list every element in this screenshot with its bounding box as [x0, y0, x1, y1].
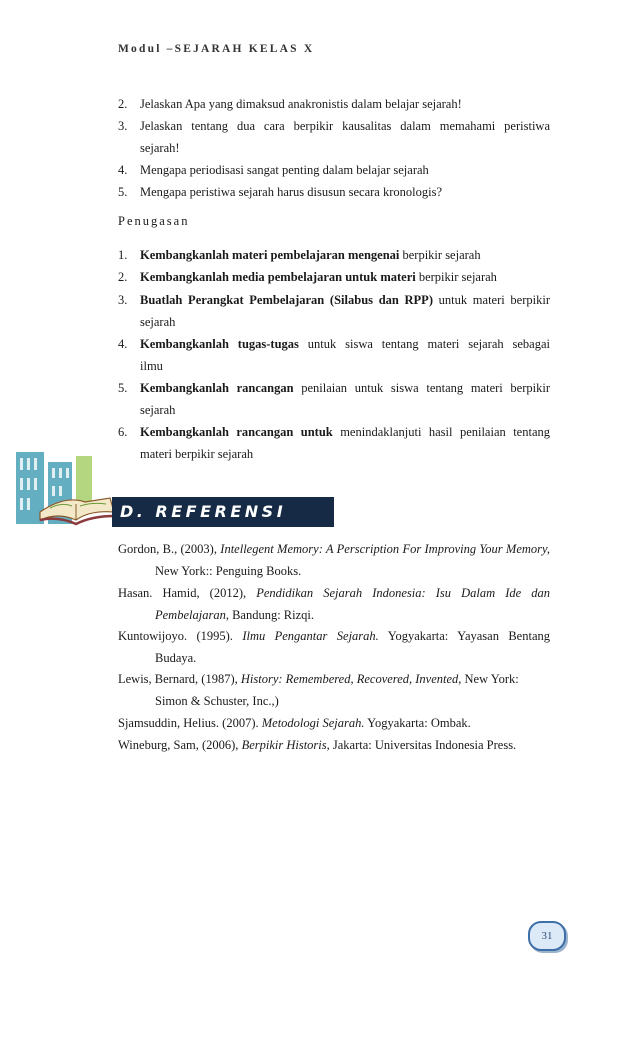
item-number: 4.	[118, 337, 128, 351]
ref-title: History: Remembered, Recovered, Invented	[240, 672, 459, 686]
ref-publisher: New York:: Penguing Books.	[155, 564, 302, 578]
item-number: 1.	[118, 248, 128, 262]
ref-author: Hasan. Hamid, (2012),	[118, 586, 257, 600]
task-item	[118, 266, 550, 288]
question-item	[118, 181, 550, 203]
item-number: 3.	[118, 119, 128, 133]
item-number: 2.	[118, 270, 128, 284]
task-item	[118, 421, 550, 465]
reference-entry	[118, 712, 550, 734]
task-item	[118, 377, 550, 421]
ref-publisher: Yogyakarta: Ombak.	[364, 716, 471, 730]
item-number: 5.	[118, 381, 128, 395]
reference-entry	[118, 582, 550, 626]
ref-title: Metodologi Sejarah.	[261, 716, 365, 730]
ref-title: Intellegent Memory: A Perscription For Improving Your Memory,	[220, 542, 550, 556]
task-text-cont: materi berpikir sejarah	[140, 447, 254, 461]
item-number: 3.	[118, 293, 128, 307]
task-bold: Kembangkanlah materi pembelajaran mengenai	[140, 248, 400, 262]
ref-title: Pendidikan Sejarah Indonesia: Isu Dalam Ide dan	[256, 586, 550, 600]
ref-publisher-cont: Simon & Schuster, Inc.,)	[155, 694, 279, 708]
ref-author: Wineburg, Sam, (2006),	[118, 738, 242, 752]
task-bold: Kembangkanlah media pembelajaran untuk materi	[140, 270, 416, 284]
penugasan-heading: Penugasan	[118, 214, 190, 228]
question-item	[118, 93, 550, 115]
task-text-cont: sejarah	[140, 403, 176, 417]
reference-entry	[118, 538, 550, 582]
reference-entry	[118, 668, 550, 712]
ref-title: Ilmu Pengantar Sejarah.	[242, 629, 379, 643]
task-bold: Kembangkanlah rancangan untuk	[140, 425, 333, 439]
item-number: 5.	[118, 185, 128, 199]
reference-entry	[118, 734, 550, 756]
ref-author: Sjamsuddin, Helius. (2007).	[118, 716, 262, 730]
task-text: berpikir sejarah	[415, 270, 497, 284]
task-text: menindaklanjuti hasil penilaian tentang	[332, 425, 550, 439]
book-buildings-illustration	[10, 440, 120, 530]
section-banner	[112, 497, 334, 527]
task-text: berpikir sejarah	[399, 248, 481, 262]
page-header: Modul –SEJARAH KELAS X	[118, 43, 315, 55]
ref-publisher: Jakarta: Universitas Indonesia Press.	[329, 738, 517, 752]
task-text-cont: sejarah	[140, 315, 176, 329]
page-number-badge: 31	[528, 921, 566, 951]
item-text: Jelaskan tentang dua cara berpikir kausalitas dalam memahami peristiwa	[140, 119, 550, 133]
ref-publisher: , Bandung: Rizqi.	[225, 608, 315, 622]
task-text: untuk materi berpikir	[432, 293, 550, 307]
ref-publisher: Yogyakarta: Yayasan Bentang	[378, 629, 550, 643]
ref-author: Kuntowijoyo. (1995).	[118, 629, 243, 643]
ref-author: Lewis, Bernard, (1987),	[118, 672, 241, 686]
reference-entry	[118, 625, 550, 669]
task-bold: Kembangkanlah tugas-tugas	[140, 337, 299, 351]
question-item	[118, 115, 550, 159]
item-number: 4.	[118, 163, 128, 177]
task-text: untuk siswa tentang materi sejarah sebagai	[298, 337, 550, 351]
item-text: Mengapa peristiwa sejarah harus disusun secara kronologis?	[140, 185, 442, 199]
item-number: 2.	[118, 97, 128, 111]
task-text-cont: ilmu	[140, 359, 163, 373]
item-number: 6.	[118, 425, 128, 439]
task-text: penilaian untuk siswa tentang materi berpikir	[293, 381, 550, 395]
ref-publisher: , New York:	[458, 672, 519, 686]
ref-publisher-cont: Budaya.	[155, 651, 197, 665]
task-item	[118, 289, 550, 333]
task-bold: Kembangkanlah rancangan	[140, 381, 294, 395]
ref-title-cont: Pembelajaran	[155, 608, 226, 622]
task-item	[118, 333, 550, 377]
section-title: D. REFERENSI	[120, 502, 287, 521]
task-bold: Buatlah Perangkat Pembelajaran (Silabus dan RPP)	[140, 293, 433, 307]
question-item	[118, 159, 550, 181]
item-text: Mengapa periodisasi sangat penting dalam belajar sejarah	[140, 163, 429, 177]
ref-author: Gordon, B., (2003),	[118, 542, 221, 556]
item-text-cont: sejarah!	[140, 141, 180, 155]
ref-title: Berpikir Historis,	[241, 738, 330, 752]
task-item	[118, 244, 550, 266]
item-text: Jelaskan Apa yang dimaksud anakronistis dalam belajar sejarah!	[140, 97, 462, 111]
